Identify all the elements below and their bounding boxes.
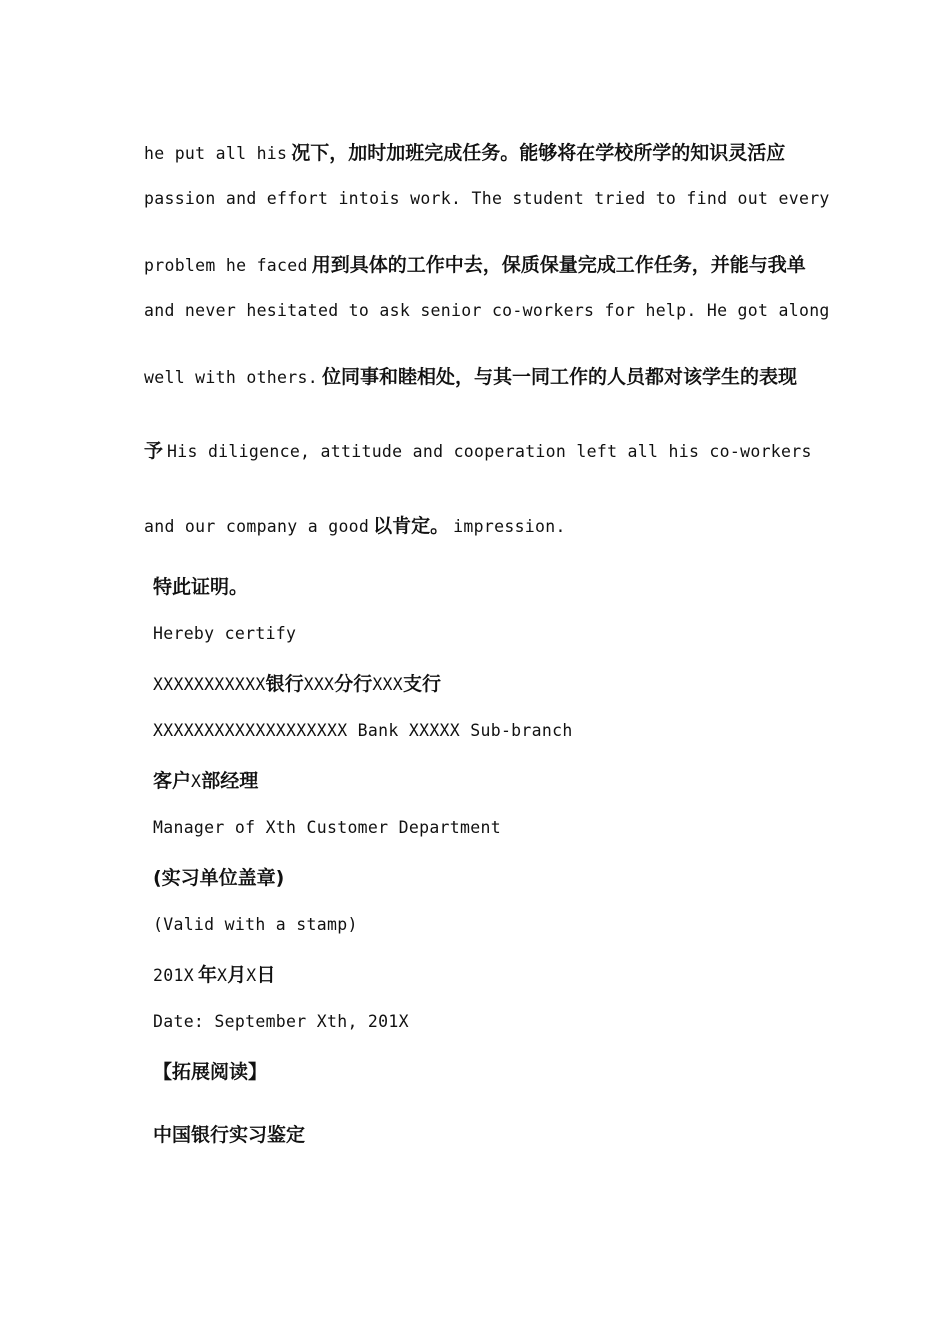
line-3-chinese: 用到具体的工作中去，保质保量完成工作任务，并能与我单 [311,254,806,276]
bank-chinese [153,669,441,696]
date-month: X [216,966,228,985]
extended-reading-label: 【拓展阅读】 [153,1061,268,1083]
bank-code-2: XXX [303,675,335,694]
certify-chinese: 特此证明。 [153,576,249,598]
manager-label-a: 客户 [153,770,192,792]
bank-english: XXXXXXXXXXXXXXXXXXX Bank XXXXX Sub-branch [153,721,573,740]
date-yue: 月 [227,964,247,986]
line-2-english: passion and effort intois work. The student tried to find out every [144,189,830,208]
date-year: 201X [153,966,194,985]
date-chinese [153,960,275,987]
line-1-chinese: 况下，加时加班完成任务。能够将在学校所学的知识灵活应 [291,142,786,164]
bank-code-3: XXX [372,675,404,694]
manager-code: X [191,772,202,791]
date-day: X [246,966,257,985]
line-1-english: he put all his [144,144,288,163]
bank-code-1: XXXXXXXXXXX [153,675,266,694]
date-english: Date: September Xth, 201X [153,1012,409,1031]
manager-english: Manager of Xth Customer Department [153,818,501,837]
branch-label: 分行 [334,673,373,695]
manager-chinese [153,766,258,793]
manager-label-b: 部经理 [201,770,259,792]
bank-label: 银行 [265,673,304,695]
paragraph-line-5 [144,362,797,389]
extended-reading-title: 中国银行实习鉴定 [153,1124,306,1146]
paragraph-line-3 [144,250,806,277]
date-ri: 日 [256,964,276,986]
certify-english: Hereby certify [153,624,297,643]
line-7-chinese: 以肯定。 [373,515,450,537]
line-5-chinese: 位同事和睦相处，与其一同工作的人员都对该学生的表现 [321,366,797,388]
paragraph-line-6 [144,436,812,463]
line-5-english: well with others. [144,368,318,387]
line-6-chinese: 予 [144,440,164,462]
line-7-english-start: and our company a good [144,517,370,536]
sub-branch-label: 支行 [403,673,442,695]
stamp-chinese: (实习单位盖章) [153,867,285,889]
paragraph-line-7 [144,511,566,538]
stamp-english: (Valid with a stamp) [153,915,358,934]
paragraph-line-2 [144,189,830,209]
paragraph-line-1 [144,138,785,165]
line-6-english: His diligence, attitude and cooperation left all his co-workers [167,442,812,461]
paragraph-line-4 [144,301,830,321]
line-3-english: problem he faced [144,256,308,275]
line-7-english-end: impression. [453,517,566,536]
date-nian: 年 [197,964,217,986]
line-4-english: and never hesitated to ask senior co-workers for help. He got along [144,301,830,320]
